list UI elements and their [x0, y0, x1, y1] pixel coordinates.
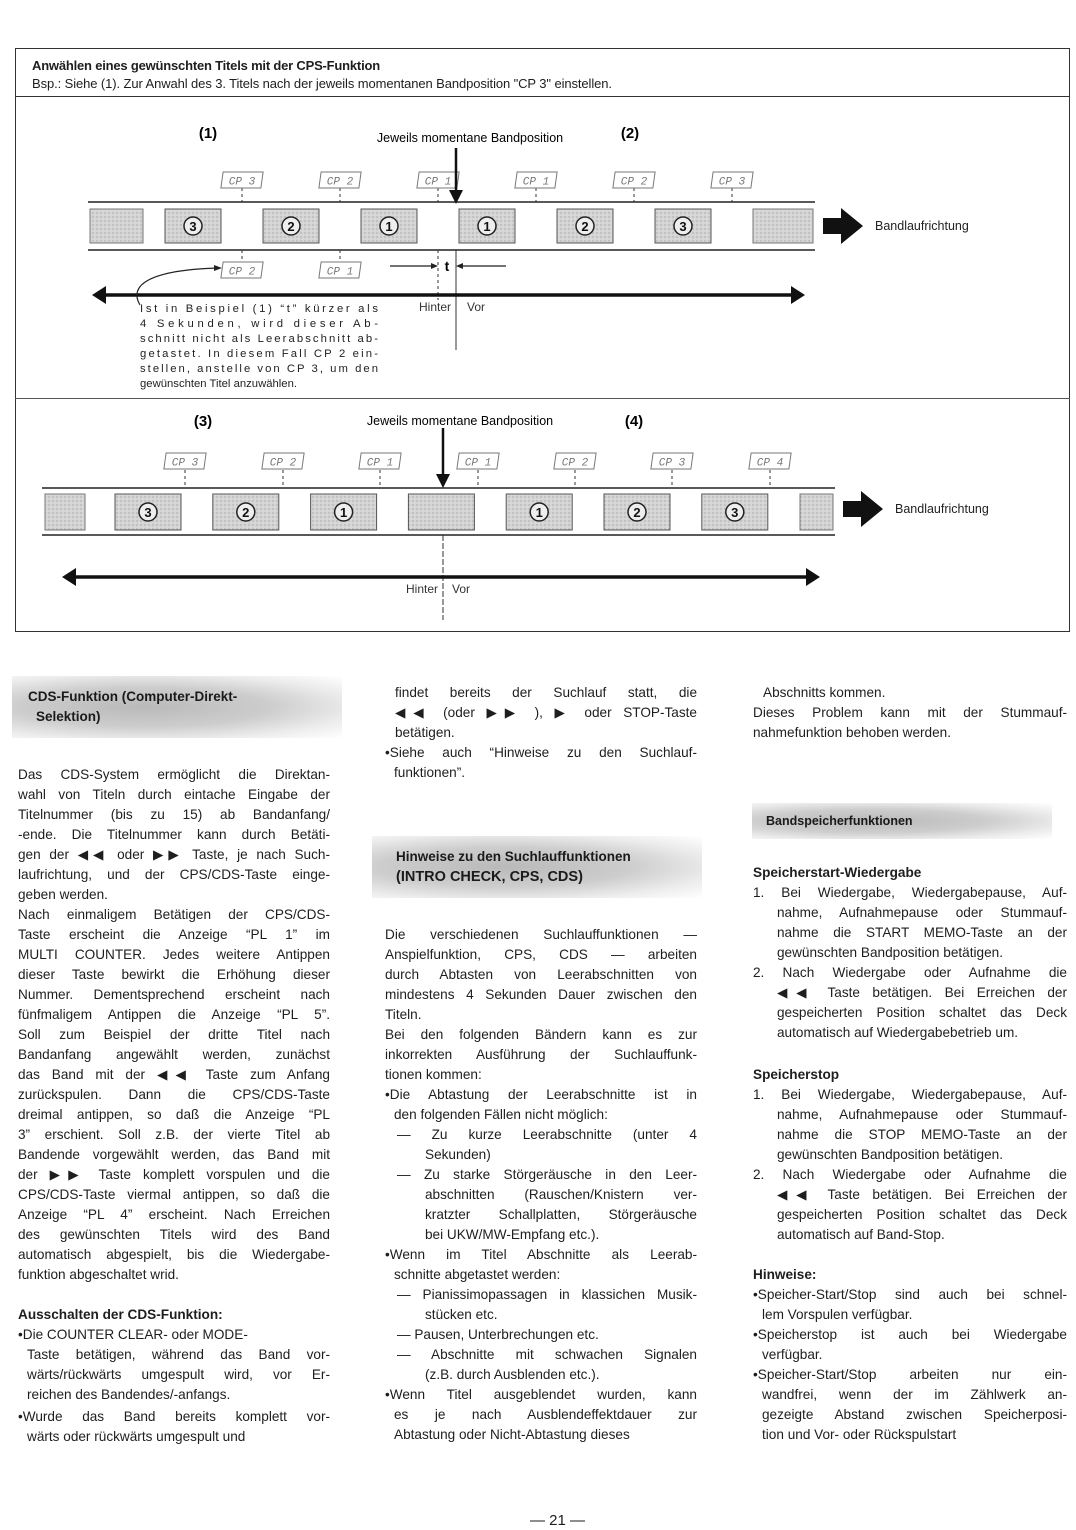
t-arrow-icon — [431, 263, 438, 269]
note-text-line: gewünschten Titel anzuwählen. — [140, 378, 298, 390]
text-line: wandfrei, wenn der im Zählwerk an- — [762, 1387, 1067, 1402]
text-line: inkorrekten Ausführung der Suchlauffunk- — [385, 1047, 697, 1062]
bullet-item — [385, 1245, 697, 1285]
text-line: gespeicherten Position schaltet das Deck — [777, 1005, 1067, 1020]
arrow-left-icon — [62, 568, 76, 586]
text-line: Anzeige “PL 4” erscheint. Nach Erreichen — [18, 1207, 330, 1222]
track-number: 2 — [242, 505, 250, 520]
cp-display-label: CP 1 — [464, 457, 492, 470]
bullet-item — [385, 1385, 697, 1445]
text-line: nahme die STOP MEMO-Taste an der — [777, 1127, 1067, 1142]
backward-label: Hinter — [418, 300, 451, 314]
position-arrow-icon — [436, 474, 450, 488]
text-line: 2. Nach Wiedergabe oder Aufnahme die — [753, 1167, 1067, 1182]
text-line: automatisch abgespielt, bis die Wiedergabe- — [18, 1247, 330, 1262]
text-line: — Pianissimopassagen in klassichen Musik- — [397, 1287, 697, 1302]
text-line: Ausschalten der CDS-Funktion: — [18, 1307, 223, 1322]
dash-item — [385, 1285, 697, 1325]
text-line: nahme, Aufnahmepause oder Stummauf- — [777, 1107, 1067, 1122]
text-line: gezeigte Abstand zwischen Speicherposi- — [762, 1407, 1067, 1422]
dash-item — [385, 1345, 697, 1385]
arrow-right-icon — [791, 286, 805, 304]
text-line: betätigen. — [395, 725, 455, 740]
text-line: findet bereits der Suchlauf statt, die — [395, 685, 697, 700]
text-line: •Wenn im Titel Abschnitte als Leerab- — [385, 1247, 697, 1262]
text-line: 1. Bei Wiedergabe, Wiedergabepause, Auf- — [753, 885, 1067, 900]
dash-item — [385, 1125, 697, 1165]
right-column-top — [753, 683, 1067, 743]
text-line: Soll zum Beispiel der dritte Titel nach — [18, 1027, 330, 1042]
text-line: Anspielfunktion, CPS, CDS — arbeiten — [385, 947, 697, 962]
cp-display-label: CP 3 — [718, 176, 746, 189]
direction-label: Bandlaufrichtung — [875, 219, 969, 233]
text-line: schnitte abgetastet werden: — [394, 1267, 561, 1282]
section-header-line: Bandspeicherfunktionen — [766, 814, 913, 828]
text-line: •Siehe auch “Hinweise zu den Suchlauf- — [385, 745, 697, 760]
cp-display-label: CP 2 — [561, 457, 589, 470]
track-number: 3 — [679, 219, 687, 234]
box-title: Anwählen eines gewünschten Titels mit der CPS-Funktion — [32, 58, 380, 73]
text-line: dieser Taste bewirkt die Erhöhung dieser — [18, 967, 330, 982]
tape-leader — [45, 494, 85, 530]
subheading — [18, 1305, 330, 1325]
position-label: Jeweils momentane Bandposition — [366, 414, 554, 428]
track-number: 1 — [339, 505, 348, 520]
text-line: — Abschnitte mit schwachen Signalen — [397, 1347, 697, 1362]
subheading — [753, 863, 1067, 883]
bullet-item — [18, 1325, 330, 1405]
text-line: Die verschiedenen Suchlauffunktionen — — [385, 927, 697, 942]
text-line: zurückspulen. Dann die CPS/CDS-Taste — [18, 1087, 330, 1102]
numbered-item — [753, 1085, 1067, 1165]
text-line: durch Abtasten von Leerabschnitten von — [385, 967, 697, 982]
page-number: — 21 — — [530, 1512, 586, 1529]
direction-arrow-icon — [823, 208, 863, 244]
track-number: 1 — [483, 219, 491, 234]
numbered-item — [753, 883, 1067, 963]
cp-display-label: CP 1 — [326, 266, 354, 279]
text-line: tionen kommen: — [385, 1067, 482, 1082]
text-line: wärts/rückwärts umgespult wird, vor Er- — [27, 1367, 330, 1382]
text-line: — Zu kurze Leerabschnitte (unter 4 — [397, 1127, 697, 1142]
cp-display-label: CP 3 — [171, 457, 199, 470]
text-line: Bandanfang angewählt werden, zunächst — [18, 1047, 330, 1062]
text-line: Speicherstop — [753, 1067, 840, 1082]
text-line: bei UKW/MW-Empfang etc.). — [425, 1227, 600, 1242]
text-line: Nummer. Dementsprechend erscheint nach — [18, 987, 330, 1002]
section-header-line: Hinweise zu den Suchlauffunktionen — [396, 849, 631, 864]
text-line: 2. Nach Wiedergabe oder Aufnahme die — [753, 965, 1067, 980]
text-line: ◀◀ (oder ▶▶ ), ▶ oder STOP-Taste — [395, 705, 697, 720]
example-label: (3) — [193, 413, 213, 430]
text-line: geben werden. — [18, 887, 108, 902]
subheading — [753, 1065, 1067, 1085]
dash-item — [385, 1165, 697, 1245]
text-line: Bandende vorgewählt werden, das Band mit — [18, 1147, 330, 1162]
section-header-line: (INTRO CHECK, CPS, CDS) — [396, 869, 583, 885]
track-number: 2 — [287, 219, 295, 234]
text-line: Sekunden) — [425, 1147, 491, 1162]
backward-label: Hinter — [405, 582, 438, 596]
example-label: (2) — [620, 125, 640, 142]
text-line: lem Vorspulen verfügbar. — [762, 1307, 913, 1322]
text-line: das Band mit der ◀◀ Taste zum Anfang — [18, 1067, 330, 1082]
text-line: — Zu starke Störgeräusche in den Leer- — [397, 1167, 697, 1182]
box-example: Bsp.: Siehe (1). Zur Anwahl des 3. Titels nach der jeweils momentanen Bandposition "CP 3" einstellen. — [32, 76, 612, 91]
bullet-item — [385, 1085, 697, 1125]
subheading — [753, 1265, 1067, 1285]
cp-display-label: CP 1 — [424, 176, 452, 189]
right-column — [753, 863, 1067, 1445]
direction-arrow-icon — [843, 491, 883, 527]
text-line: Taste erscheint die Anzeige “PL 1” im — [18, 927, 330, 942]
text-line: •Speicher-Start/Stop sind auch bei schnel- — [753, 1287, 1067, 1302]
bullet-item — [753, 1325, 1067, 1365]
text-line: •Wenn Titel ausgeblendet wurden, kann — [385, 1387, 697, 1402]
tape-leader — [753, 209, 813, 243]
text-line: mindestens 4 Sekunden Dauer zwischen den — [385, 987, 697, 1002]
text-line: es je nach Ausblendeffektdauer zur — [394, 1407, 697, 1422]
track-number: 2 — [581, 219, 589, 234]
text-line: tion und Vor- oder Rückspulstart — [762, 1427, 957, 1442]
text-line: Dieses Problem kann mit der Stummauf- — [753, 705, 1067, 720]
text-line: fünfmaligem Antippen die Anzeige “PL 5”. — [18, 1007, 330, 1022]
cp-display-label: CP 1 — [366, 457, 394, 470]
text-line: den folgenden Fällen nicht möglich: — [394, 1107, 608, 1122]
section-header-line: CDS-Funktion (Computer-Direkt- — [28, 689, 238, 704]
tape-diagram — [0, 0, 1076, 640]
text-line: laufrichtung, und der CPS/CDS-Taste einge- — [18, 867, 330, 882]
section-header-suchlauf — [372, 836, 702, 898]
text-line: -ende. Die Titelnummer kann durch Betäti- — [18, 827, 330, 842]
t-label: t — [444, 258, 450, 274]
bullet-item — [18, 1407, 330, 1447]
example-label: (1) — [198, 125, 218, 142]
track-number: 1 — [385, 219, 393, 234]
middle-column — [385, 925, 697, 1445]
cp-display-label: CP 3 — [228, 176, 256, 189]
text-line: abschnitten (Rauschen/Knistern ver- — [425, 1187, 697, 1202]
text-line: •Wurde das Band bereits komplett vor- — [18, 1409, 330, 1424]
text-line: Nach einmaligem Betätigen der CPS/CDS- — [18, 907, 330, 922]
tape-leader — [800, 494, 833, 530]
paragraph — [385, 683, 697, 743]
text-line: dreimal antippen, so daß die Anzeige “PL — [18, 1107, 330, 1122]
text-line: CPS/CDS-Taste viermal antippen, so daß die — [18, 1187, 330, 1202]
t-arrow-icon — [456, 263, 463, 269]
text-line: gespeicherten Position schaltet das Deck — [777, 1207, 1067, 1222]
example-label: (4) — [624, 413, 644, 430]
text-line: des gewünschten Titels wird des Band — [18, 1227, 330, 1242]
text-line: gewünschten Bandposition betätigen. — [777, 945, 1003, 960]
note-text-line: getastet. In diesem Fall CP 2 ein- — [140, 348, 378, 360]
text-line: Bei den folgenden Bändern kann es zur — [385, 1027, 697, 1042]
text-line: Titeln. — [385, 1007, 422, 1022]
cp-display-label: CP 2 — [620, 176, 648, 189]
cp-display-label: CP 4 — [756, 457, 784, 470]
text-line: Titelnummer (bis zu 15) ab Bandanfang/ — [18, 807, 330, 822]
section-header-line: Selektion) — [36, 709, 101, 724]
position-label: Jeweils momentane Bandposition — [376, 131, 564, 145]
text-line: ◀◀ Taste betätigen. Bei Erreichen der — [777, 1187, 1067, 1202]
text-line: wahl von Titeln durch eintache Eingabe der — [18, 787, 330, 802]
text-line: Abschnitts kommen. — [763, 685, 886, 700]
note-text-line: 4 Sekunden, wird dieser Ab- — [140, 318, 378, 330]
track-number: 3 — [189, 219, 197, 234]
text-line: verfügbar. — [762, 1347, 823, 1362]
track-block — [408, 494, 474, 530]
numbered-item — [753, 1165, 1067, 1245]
track-number: 2 — [633, 505, 641, 520]
numbered-item — [753, 963, 1067, 1043]
bullet-item — [753, 1365, 1067, 1445]
left-column — [18, 765, 330, 1447]
text-line: Speicherstart-Wiedergabe — [753, 865, 922, 880]
text-line: gen der ◀◀ oder ▶▶ Taste, je nach Such- — [18, 847, 330, 862]
text-line: nahme die START MEMO-Taste an der — [777, 925, 1067, 940]
text-line: •Die Abtastung der Leerabschnitte ist in — [385, 1087, 697, 1102]
forward-label: Vor — [467, 300, 486, 314]
cp-display-label: CP 1 — [522, 176, 550, 189]
text-line: ◀◀ Taste betätigen. Bei Erreichen der — [777, 985, 1067, 1000]
paragraph — [753, 683, 1067, 743]
cp-display-label: CP 2 — [228, 266, 256, 279]
text-line: gewünschten Bandposition betätigen. — [777, 1147, 1003, 1162]
text-line: 1. Bei Wiedergabe, Wiedergabepause, Auf- — [753, 1087, 1067, 1102]
arrow-left-icon — [92, 286, 106, 304]
text-line: der ▶▶ Taste komplett vorspulen und die — [18, 1167, 330, 1182]
bullet-item — [753, 1285, 1067, 1325]
text-line: automatisch auf Band-Stop. — [777, 1227, 945, 1242]
text-line: nahmefunktion behoben werden. — [753, 725, 952, 740]
text-line: 3” erschient. Soll z.B. der vierte Titel ab — [18, 1127, 330, 1142]
cp-display-label: CP 2 — [326, 176, 354, 189]
section-header-bandspeicher — [752, 803, 1052, 839]
text-line: — Pausen, Unterbrechungen etc. — [397, 1327, 599, 1342]
text-line: Taste betätigen, während das Band vor- — [27, 1347, 330, 1362]
text-line: kratzter Schallplatten, Störgeräusche — [425, 1207, 697, 1222]
text-line: funktionen”. — [394, 765, 466, 780]
text-line: automatisch auf Wiedergabebetrieb um. — [777, 1025, 1019, 1040]
text-line: nahme, Aufnahmepause oder Stummauf- — [777, 905, 1067, 920]
text-line: Abtastung oder Nicht-Abtastung dieses — [394, 1427, 630, 1442]
forward-label: Vor — [452, 582, 471, 596]
direction-label: Bandlaufrichtung — [895, 502, 989, 516]
text-line: reichen des Bandendes/-anfangs. — [27, 1387, 231, 1402]
text-line: •Speicher-Start/Stop arbeiten nur ein- — [753, 1367, 1067, 1382]
paragraph — [18, 765, 330, 1285]
note-pointer-arrow-icon — [214, 265, 222, 271]
track-number: 1 — [535, 505, 543, 520]
text-line: funktion abgeschaltet wrid. — [18, 1267, 179, 1282]
note-text-line: stellen, anstelle von CP 3, um den — [140, 363, 378, 375]
tape-leader — [90, 209, 143, 243]
text-line: •Speicherstop ist auch bei Wiedergabe — [753, 1327, 1067, 1342]
note-text-line: schnitt nicht als Leerabschnitt ab- — [140, 333, 378, 345]
middle-column-top — [385, 683, 697, 783]
text-line: MULTI COUNTER. Jedes weitere Antippen — [18, 947, 330, 962]
cp-display-label: CP 2 — [269, 457, 297, 470]
section-header-cds — [12, 676, 342, 738]
bullet-item — [385, 743, 697, 783]
text-line: stücken etc. — [425, 1307, 498, 1322]
note-text-line: Ist in Beispiel (1) “t” kürzer als — [140, 303, 378, 315]
track-number: 3 — [731, 505, 739, 520]
cp-display-label: CP 3 — [658, 457, 686, 470]
dash-item — [385, 1325, 697, 1345]
text-line: Das CDS-System ermöglicht die Direktan- — [18, 767, 330, 782]
text-line: (z.B. durch Ausblenden etc.). — [425, 1367, 600, 1382]
text-line: Hinweise: — [753, 1267, 817, 1282]
arrow-right-icon — [806, 568, 820, 586]
text-line: wärts oder rückwärts umgespult und — [27, 1429, 246, 1444]
paragraph — [385, 925, 697, 1085]
track-number: 3 — [144, 505, 152, 520]
text-line: •Die COUNTER CLEAR- oder MODE- — [18, 1327, 248, 1342]
note-pointer — [137, 268, 218, 305]
